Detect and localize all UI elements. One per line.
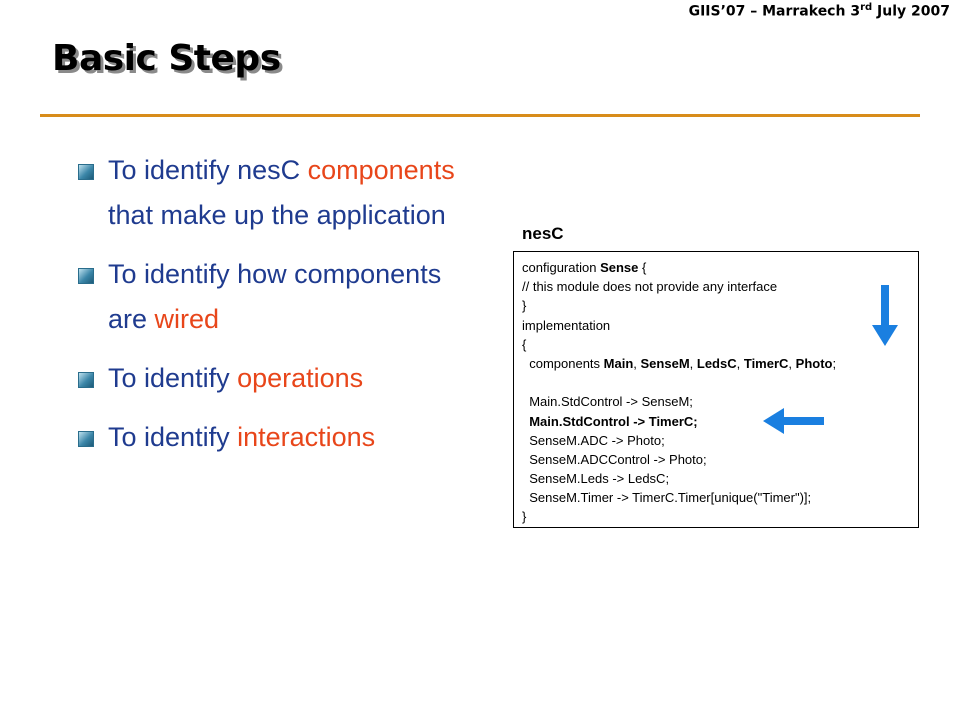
- bullet-text: To identify how components are: [108, 259, 442, 334]
- left-arrow-icon: [762, 406, 824, 436]
- header-date: July 2007: [877, 3, 950, 20]
- code-line-blank: [522, 373, 910, 392]
- square-bullet-icon: [78, 268, 94, 284]
- header-ordinal: rd: [860, 2, 873, 13]
- square-bullet-icon: [78, 431, 94, 447]
- code-label: nesC: [522, 224, 564, 243]
- code-line: Main.StdControl -> SenseM;: [522, 394, 693, 410]
- down-arrow-icon: [870, 285, 900, 347]
- header-note: [689, 2, 950, 20]
- header-conference: GIIS’07 – Marrakech 3: [688, 3, 861, 20]
- bullet-list: [78, 148, 478, 474]
- code-line: }: [522, 298, 527, 314]
- bullet-text: To identify nesC: [108, 155, 308, 185]
- code-line: implementation: [522, 317, 611, 333]
- bullet-text: To identify: [108, 422, 238, 452]
- bullet-text: that make up the application: [108, 200, 446, 230]
- bullet-item: [78, 356, 478, 401]
- code-line: SenseM.Leds -> LedsC;: [522, 471, 670, 487]
- bullet-item: [78, 415, 478, 460]
- bullet-item: [78, 148, 478, 238]
- bullet-highlight: interactions: [237, 422, 376, 452]
- code-line: configuration Sense {: [522, 260, 647, 275]
- bullet-text: To identify: [108, 363, 238, 393]
- code-line-highlighted: Main.StdControl -> TimerC;: [522, 413, 698, 429]
- bullet-item: [78, 252, 478, 342]
- slide-title: Basic Steps: [52, 38, 281, 79]
- square-bullet-icon: [78, 164, 94, 180]
- title-divider: [40, 114, 920, 117]
- code-line: }: [522, 509, 527, 525]
- code-line: components Main, SenseM, LedsC, TimerC, Photo;: [522, 355, 837, 371]
- code-block: [513, 251, 919, 528]
- bullet-highlight: wired: [154, 304, 220, 334]
- code-line: // this module does not provide any interface: [522, 279, 778, 295]
- square-bullet-icon: [78, 372, 94, 388]
- code-line: {: [522, 336, 527, 352]
- code-line: SenseM.ADCControl -> Photo;: [522, 451, 707, 467]
- code-line: SenseM.Timer -> TimerC.Timer[unique("Timer")];: [522, 490, 812, 506]
- bullet-highlight: components: [307, 155, 455, 185]
- bullet-highlight: operations: [237, 363, 364, 393]
- code-line: SenseM.ADC -> Photo;: [522, 432, 665, 448]
